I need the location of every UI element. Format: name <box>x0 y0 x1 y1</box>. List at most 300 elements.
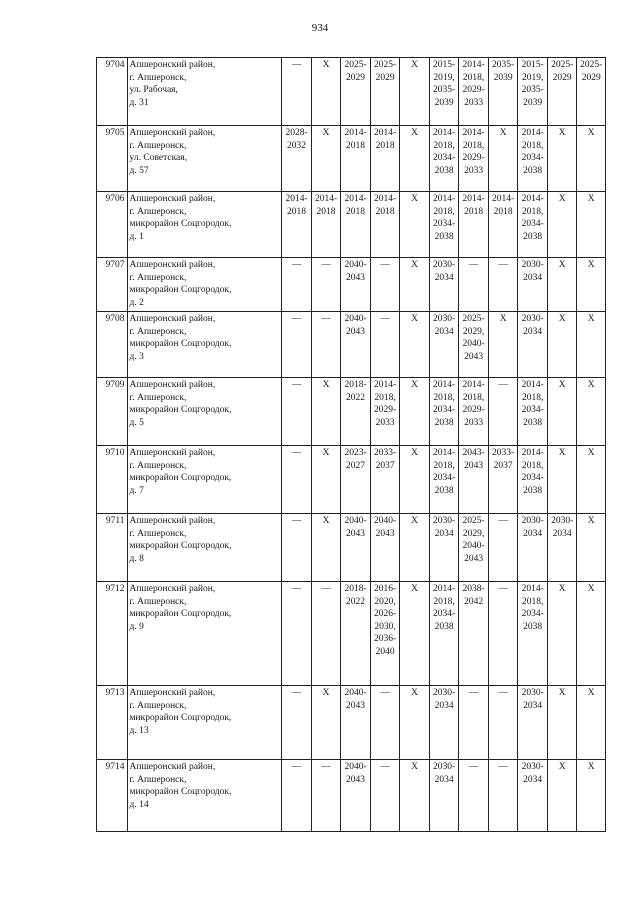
period-cell <box>429 312 459 378</box>
address-cell <box>127 192 282 258</box>
period-line: 2034- <box>521 473 544 484</box>
address-line: Апшеронский район, <box>129 688 216 698</box>
row-number: 9707 <box>97 258 128 312</box>
period-line: 2014- <box>433 128 456 138</box>
period-line: 2014- <box>373 380 397 390</box>
period-cell <box>547 58 577 126</box>
address-line: Апшеронский район, <box>129 516 216 526</box>
period-line: 2018, <box>521 392 544 403</box>
period-line: 2030, <box>374 621 396 632</box>
period-cell <box>311 192 341 258</box>
address-cell <box>127 58 282 126</box>
period-line: — <box>380 688 390 698</box>
period-cell <box>282 686 312 760</box>
period-cell <box>488 514 518 582</box>
period-line: X <box>411 584 419 594</box>
period-line: 2034- <box>521 219 544 230</box>
period-line: 2018 <box>287 206 307 217</box>
period-line: 2018, <box>433 140 455 151</box>
address-line: микрорайон Соцгородок, <box>129 405 232 416</box>
period-line: X <box>322 516 330 526</box>
period-line: 2025- <box>462 314 485 324</box>
address-line: д. 7 <box>129 485 144 496</box>
period-cell <box>282 192 312 258</box>
table-row <box>97 582 606 686</box>
period-line: 2018, <box>433 392 455 403</box>
period-cell <box>341 514 371 582</box>
address-line: микрорайон Соцгородок, <box>129 339 232 350</box>
period-line: 2033 <box>464 165 484 176</box>
period-line: 2014- <box>344 128 367 138</box>
period-line: 2034- <box>521 153 544 164</box>
period-cell <box>429 378 459 446</box>
address-line: микрорайон Соцгородок, <box>129 541 232 552</box>
period-line: 2043 <box>346 528 366 539</box>
period-cell <box>547 446 577 514</box>
period-line: 2029, <box>462 528 485 539</box>
address-line: д. 8 <box>129 553 144 564</box>
period-line: X <box>411 688 419 698</box>
period-cell <box>577 446 606 514</box>
address-line: д. 14 <box>129 799 149 810</box>
period-line: X <box>558 194 566 204</box>
period-line: 2043 <box>464 553 484 564</box>
period-cell <box>518 760 548 832</box>
period-line: 2035- <box>492 60 515 70</box>
address-line: г. Апшеронск, <box>129 460 187 471</box>
period-line: 2034 <box>434 774 454 785</box>
period-cell <box>311 446 341 514</box>
period-cell <box>282 58 312 126</box>
period-line: 2014- <box>521 448 544 458</box>
period-line: 2014- <box>521 128 544 138</box>
period-cell <box>518 58 548 126</box>
period-cell <box>400 312 430 378</box>
period-cell <box>488 126 518 192</box>
period-cell <box>370 686 400 760</box>
period-cell <box>459 582 489 686</box>
period-line: 2034- <box>521 405 544 416</box>
period-cell <box>547 312 577 378</box>
period-line: X <box>587 380 595 390</box>
period-cell <box>518 192 548 258</box>
address-line: микрорайон Соцгородок, <box>129 609 232 620</box>
address-cell <box>127 686 282 760</box>
period-line: 2029- <box>462 153 485 164</box>
period-line: X <box>558 762 566 772</box>
period-cell <box>518 446 548 514</box>
period-line: X <box>411 260 419 270</box>
period-line: X <box>558 584 566 594</box>
address-line: д. 3 <box>129 351 144 362</box>
period-cell <box>459 58 489 126</box>
period-line: 2035- <box>433 85 456 96</box>
period-line: 2043 <box>464 351 484 362</box>
period-line: 2034 <box>523 528 543 539</box>
address-line: микрорайон Соцгородок, <box>129 219 232 230</box>
row-number: 9712 <box>97 582 128 686</box>
period-cell <box>429 514 459 582</box>
period-cell <box>547 258 577 312</box>
period-line: 2034 <box>434 272 454 283</box>
period-cell <box>282 760 312 832</box>
address-line: микрорайон Соцгородок, <box>129 285 232 296</box>
period-line: 2033 <box>464 97 484 108</box>
period-cell <box>459 760 489 832</box>
period-line: 2040- <box>462 339 485 350</box>
period-line: 2030- <box>551 516 574 526</box>
table-row <box>97 514 606 582</box>
period-cell <box>429 686 459 760</box>
address-line: Апшеронский район, <box>129 260 216 270</box>
period-cell <box>459 514 489 582</box>
period-cell <box>488 192 518 258</box>
period-line: 2014- <box>492 194 515 204</box>
period-line: 2019, <box>433 72 455 83</box>
address-cell <box>127 258 282 312</box>
period-cell <box>488 446 518 514</box>
period-line: X <box>322 688 330 698</box>
period-line: — <box>380 762 390 772</box>
period-cell <box>311 258 341 312</box>
period-cell <box>577 582 606 686</box>
period-line: 2029 <box>552 72 572 83</box>
period-line: 2014- <box>433 380 456 390</box>
period-line: 2038 <box>434 485 454 496</box>
period-line: X <box>558 688 566 698</box>
period-cell <box>429 582 459 686</box>
period-line: 2014- <box>344 194 367 204</box>
period-cell <box>370 312 400 378</box>
period-line: 2040- <box>344 260 367 270</box>
table-row <box>97 378 606 446</box>
period-cell <box>370 582 400 686</box>
period-line: 2030- <box>521 688 544 698</box>
period-line: — <box>291 516 302 526</box>
period-line: — <box>498 260 508 270</box>
period-line: 2029 <box>346 72 366 83</box>
period-line: 2030- <box>521 762 544 772</box>
period-line: 2035- <box>521 85 544 96</box>
address-line: г. Апшеронск, <box>129 392 187 403</box>
period-line: — <box>498 762 508 772</box>
period-line: 2014- <box>285 194 308 204</box>
period-cell <box>547 126 577 192</box>
period-line: 2022 <box>346 392 366 403</box>
table-row <box>97 446 606 514</box>
period-cell <box>547 378 577 446</box>
period-line: 2016- <box>373 584 397 594</box>
period-line: 2034- <box>433 153 456 164</box>
period-line: 2028- <box>285 128 308 138</box>
period-cell <box>370 378 400 446</box>
period-line: X <box>587 260 595 270</box>
period-line: — <box>291 448 302 458</box>
period-line: 2038 <box>434 621 454 632</box>
period-line: 2030- <box>433 688 456 698</box>
period-line: 2043 <box>346 700 366 711</box>
period-line: 2018, <box>433 596 455 607</box>
period-line: 2034 <box>523 774 543 785</box>
period-cell <box>547 760 577 832</box>
row-number: 9709 <box>97 378 128 446</box>
period-line: 2018, <box>433 460 455 471</box>
table-row <box>97 192 606 258</box>
period-cell <box>518 514 548 582</box>
period-cell <box>311 514 341 582</box>
period-cell <box>341 446 371 514</box>
period-cell <box>577 126 606 192</box>
period-line: 2018, <box>462 140 485 151</box>
period-line: 2033- <box>373 448 397 458</box>
table-row <box>97 312 606 378</box>
address-line: Апшеронский район, <box>129 314 216 324</box>
period-cell <box>429 258 459 312</box>
period-line: X <box>411 516 419 526</box>
period-cell <box>282 378 312 446</box>
period-line: — <box>498 380 508 390</box>
address-line: г. Апшеронск, <box>129 700 187 711</box>
period-line: 2025- <box>462 516 485 526</box>
period-line: X <box>587 448 595 458</box>
period-cell <box>400 192 430 258</box>
period-cell <box>488 312 518 378</box>
period-line: 2014- <box>462 380 485 390</box>
period-line: 2014- <box>521 584 544 594</box>
period-line: 2018 <box>375 206 395 217</box>
address-line: Апшеронский район, <box>129 380 216 390</box>
period-line: 2034 <box>523 700 543 711</box>
period-line: 2018, <box>433 206 455 217</box>
address-cell <box>127 378 282 446</box>
period-line: 2038 <box>523 621 543 632</box>
address-line: д. 31 <box>129 97 149 108</box>
period-line: X <box>587 516 595 526</box>
period-line: 2037 <box>375 460 395 471</box>
period-cell <box>488 58 518 126</box>
period-line: 2038 <box>523 231 543 242</box>
period-line: 2025- <box>580 60 603 70</box>
period-line: X <box>322 60 330 70</box>
period-line: 2014- <box>373 194 397 204</box>
period-line: X <box>499 128 507 138</box>
period-line: 2014- <box>462 60 485 70</box>
period-line: — <box>380 314 390 324</box>
period-line: X <box>587 688 595 698</box>
period-cell <box>577 58 606 126</box>
row-number: 9711 <box>97 514 128 582</box>
address-line: д. 5 <box>129 417 144 428</box>
table-row <box>97 58 606 126</box>
period-line: 2018, <box>462 392 485 403</box>
address-cell <box>127 126 282 192</box>
address-line: ул. Рабочая, <box>129 85 178 96</box>
period-cell <box>400 378 430 446</box>
period-cell <box>341 582 371 686</box>
period-line: 2039 <box>493 72 513 83</box>
period-line: — <box>498 688 508 698</box>
address-line: д. 9 <box>129 621 144 632</box>
period-cell <box>518 686 548 760</box>
period-cell <box>547 192 577 258</box>
period-cell <box>429 446 459 514</box>
address-line: микрорайон Соцгородок, <box>129 473 232 484</box>
period-line: X <box>587 314 595 324</box>
period-cell <box>400 126 430 192</box>
address-line: д. 13 <box>129 725 149 736</box>
period-line: — <box>321 314 331 324</box>
period-line: — <box>468 688 479 698</box>
period-line: 2038 <box>523 165 543 176</box>
period-line: 2038 <box>434 165 454 176</box>
table-row <box>97 686 606 760</box>
period-cell <box>311 582 341 686</box>
period-cell <box>400 582 430 686</box>
period-line: 2038- <box>462 584 485 594</box>
address-line: ул. Советская, <box>129 153 188 164</box>
period-line: 2038 <box>523 485 543 496</box>
period-cell <box>577 192 606 258</box>
row-number: 9706 <box>97 192 128 258</box>
period-cell <box>370 126 400 192</box>
period-line: X <box>411 60 419 70</box>
row-number: 9710 <box>97 446 128 514</box>
address-line: г. Апшеронск, <box>129 72 187 83</box>
address-line: Апшеронский район, <box>129 762 216 772</box>
period-cell <box>311 126 341 192</box>
period-line: 2040- <box>344 688 367 698</box>
period-cell <box>518 258 548 312</box>
period-cell <box>311 378 341 446</box>
period-cell <box>311 58 341 126</box>
period-cell <box>400 760 430 832</box>
period-line: 2030- <box>521 260 544 270</box>
period-line: 2032 <box>287 140 307 151</box>
period-line: 2014- <box>433 448 456 458</box>
period-line: 2029- <box>373 405 397 416</box>
period-line: — <box>321 584 331 594</box>
table-body <box>97 58 606 832</box>
period-line: 2015- <box>433 60 456 70</box>
period-cell <box>429 126 459 192</box>
period-line: 2026- <box>373 609 397 620</box>
period-cell <box>370 514 400 582</box>
period-cell <box>370 192 400 258</box>
period-line: 2014- <box>433 194 456 204</box>
period-line: 2030- <box>433 314 456 324</box>
period-line: 2038 <box>434 417 454 428</box>
period-line: 2034 <box>523 272 543 283</box>
period-cell <box>577 760 606 832</box>
period-line: X <box>558 314 566 324</box>
period-cell <box>282 312 312 378</box>
period-cell <box>577 514 606 582</box>
period-line: 2014- <box>462 194 485 204</box>
period-line: 2040- <box>344 516 367 526</box>
period-cell <box>370 446 400 514</box>
period-line: 2043 <box>464 460 484 471</box>
period-cell <box>341 58 371 126</box>
period-line: 2042 <box>464 596 484 607</box>
period-line: 2029 <box>375 72 395 83</box>
period-line: 2014- <box>314 194 338 204</box>
period-line: — <box>321 260 331 270</box>
period-cell <box>429 760 459 832</box>
period-line: 2025- <box>373 60 397 70</box>
period-line: 2037 <box>493 460 513 471</box>
period-line: X <box>322 448 330 458</box>
row-number: 9714 <box>97 760 128 832</box>
period-line: 2034 <box>434 528 454 539</box>
period-line: 2034- <box>433 609 456 620</box>
period-line: 2039 <box>523 97 543 108</box>
period-line: — <box>321 762 331 772</box>
period-cell <box>577 312 606 378</box>
period-line: — <box>468 260 479 270</box>
period-line: X <box>499 314 507 324</box>
address-line: Апшеронский район, <box>129 128 216 138</box>
row-number: 9705 <box>97 126 128 192</box>
period-line: 2018, <box>521 596 544 607</box>
period-line: 2038 <box>434 231 454 242</box>
period-line: X <box>411 194 419 204</box>
period-line: 2014- <box>462 128 485 138</box>
period-cell <box>370 258 400 312</box>
address-line: Апшеронский район, <box>129 60 216 70</box>
period-line: — <box>291 314 302 324</box>
address-cell <box>127 582 282 686</box>
period-line: X <box>587 584 595 594</box>
period-line: 2043 <box>346 774 366 785</box>
address-line: г. Апшеронск, <box>129 596 187 607</box>
address-line: г. Апшеронск, <box>129 206 187 217</box>
period-line: 2036- <box>373 634 397 645</box>
period-cell <box>459 312 489 378</box>
address-cell <box>127 514 282 582</box>
period-line: — <box>291 762 302 772</box>
period-line: 2018 <box>375 140 395 151</box>
period-line: 2018 <box>316 206 336 217</box>
period-cell <box>488 686 518 760</box>
period-line: 2029, <box>462 326 485 337</box>
period-line: 2040- <box>344 762 367 772</box>
period-cell <box>282 514 312 582</box>
table-row <box>97 760 606 832</box>
period-line: — <box>291 584 302 594</box>
period-line: X <box>411 128 419 138</box>
period-line: 2043 <box>346 272 366 283</box>
period-cell <box>311 312 341 378</box>
period-cell <box>488 258 518 312</box>
period-line: 2025- <box>344 60 367 70</box>
period-line: 2022 <box>346 596 366 607</box>
page-number: 934 <box>311 22 329 34</box>
address-line: г. Апшеронск, <box>129 326 187 337</box>
period-line: 2038 <box>523 417 543 428</box>
period-cell <box>459 378 489 446</box>
period-line: 2023- <box>344 448 367 458</box>
address-line: г. Апшеронск, <box>129 774 187 785</box>
address-line: Апшеронский район, <box>129 448 216 458</box>
period-line: — <box>291 380 302 390</box>
period-line: 2040- <box>373 516 397 526</box>
period-line: X <box>411 762 419 772</box>
period-line: 2034- <box>433 405 456 416</box>
period-line: 2043 <box>346 326 366 337</box>
period-line: X <box>411 448 419 458</box>
period-line: 2030- <box>433 516 456 526</box>
period-line: X <box>411 314 419 324</box>
